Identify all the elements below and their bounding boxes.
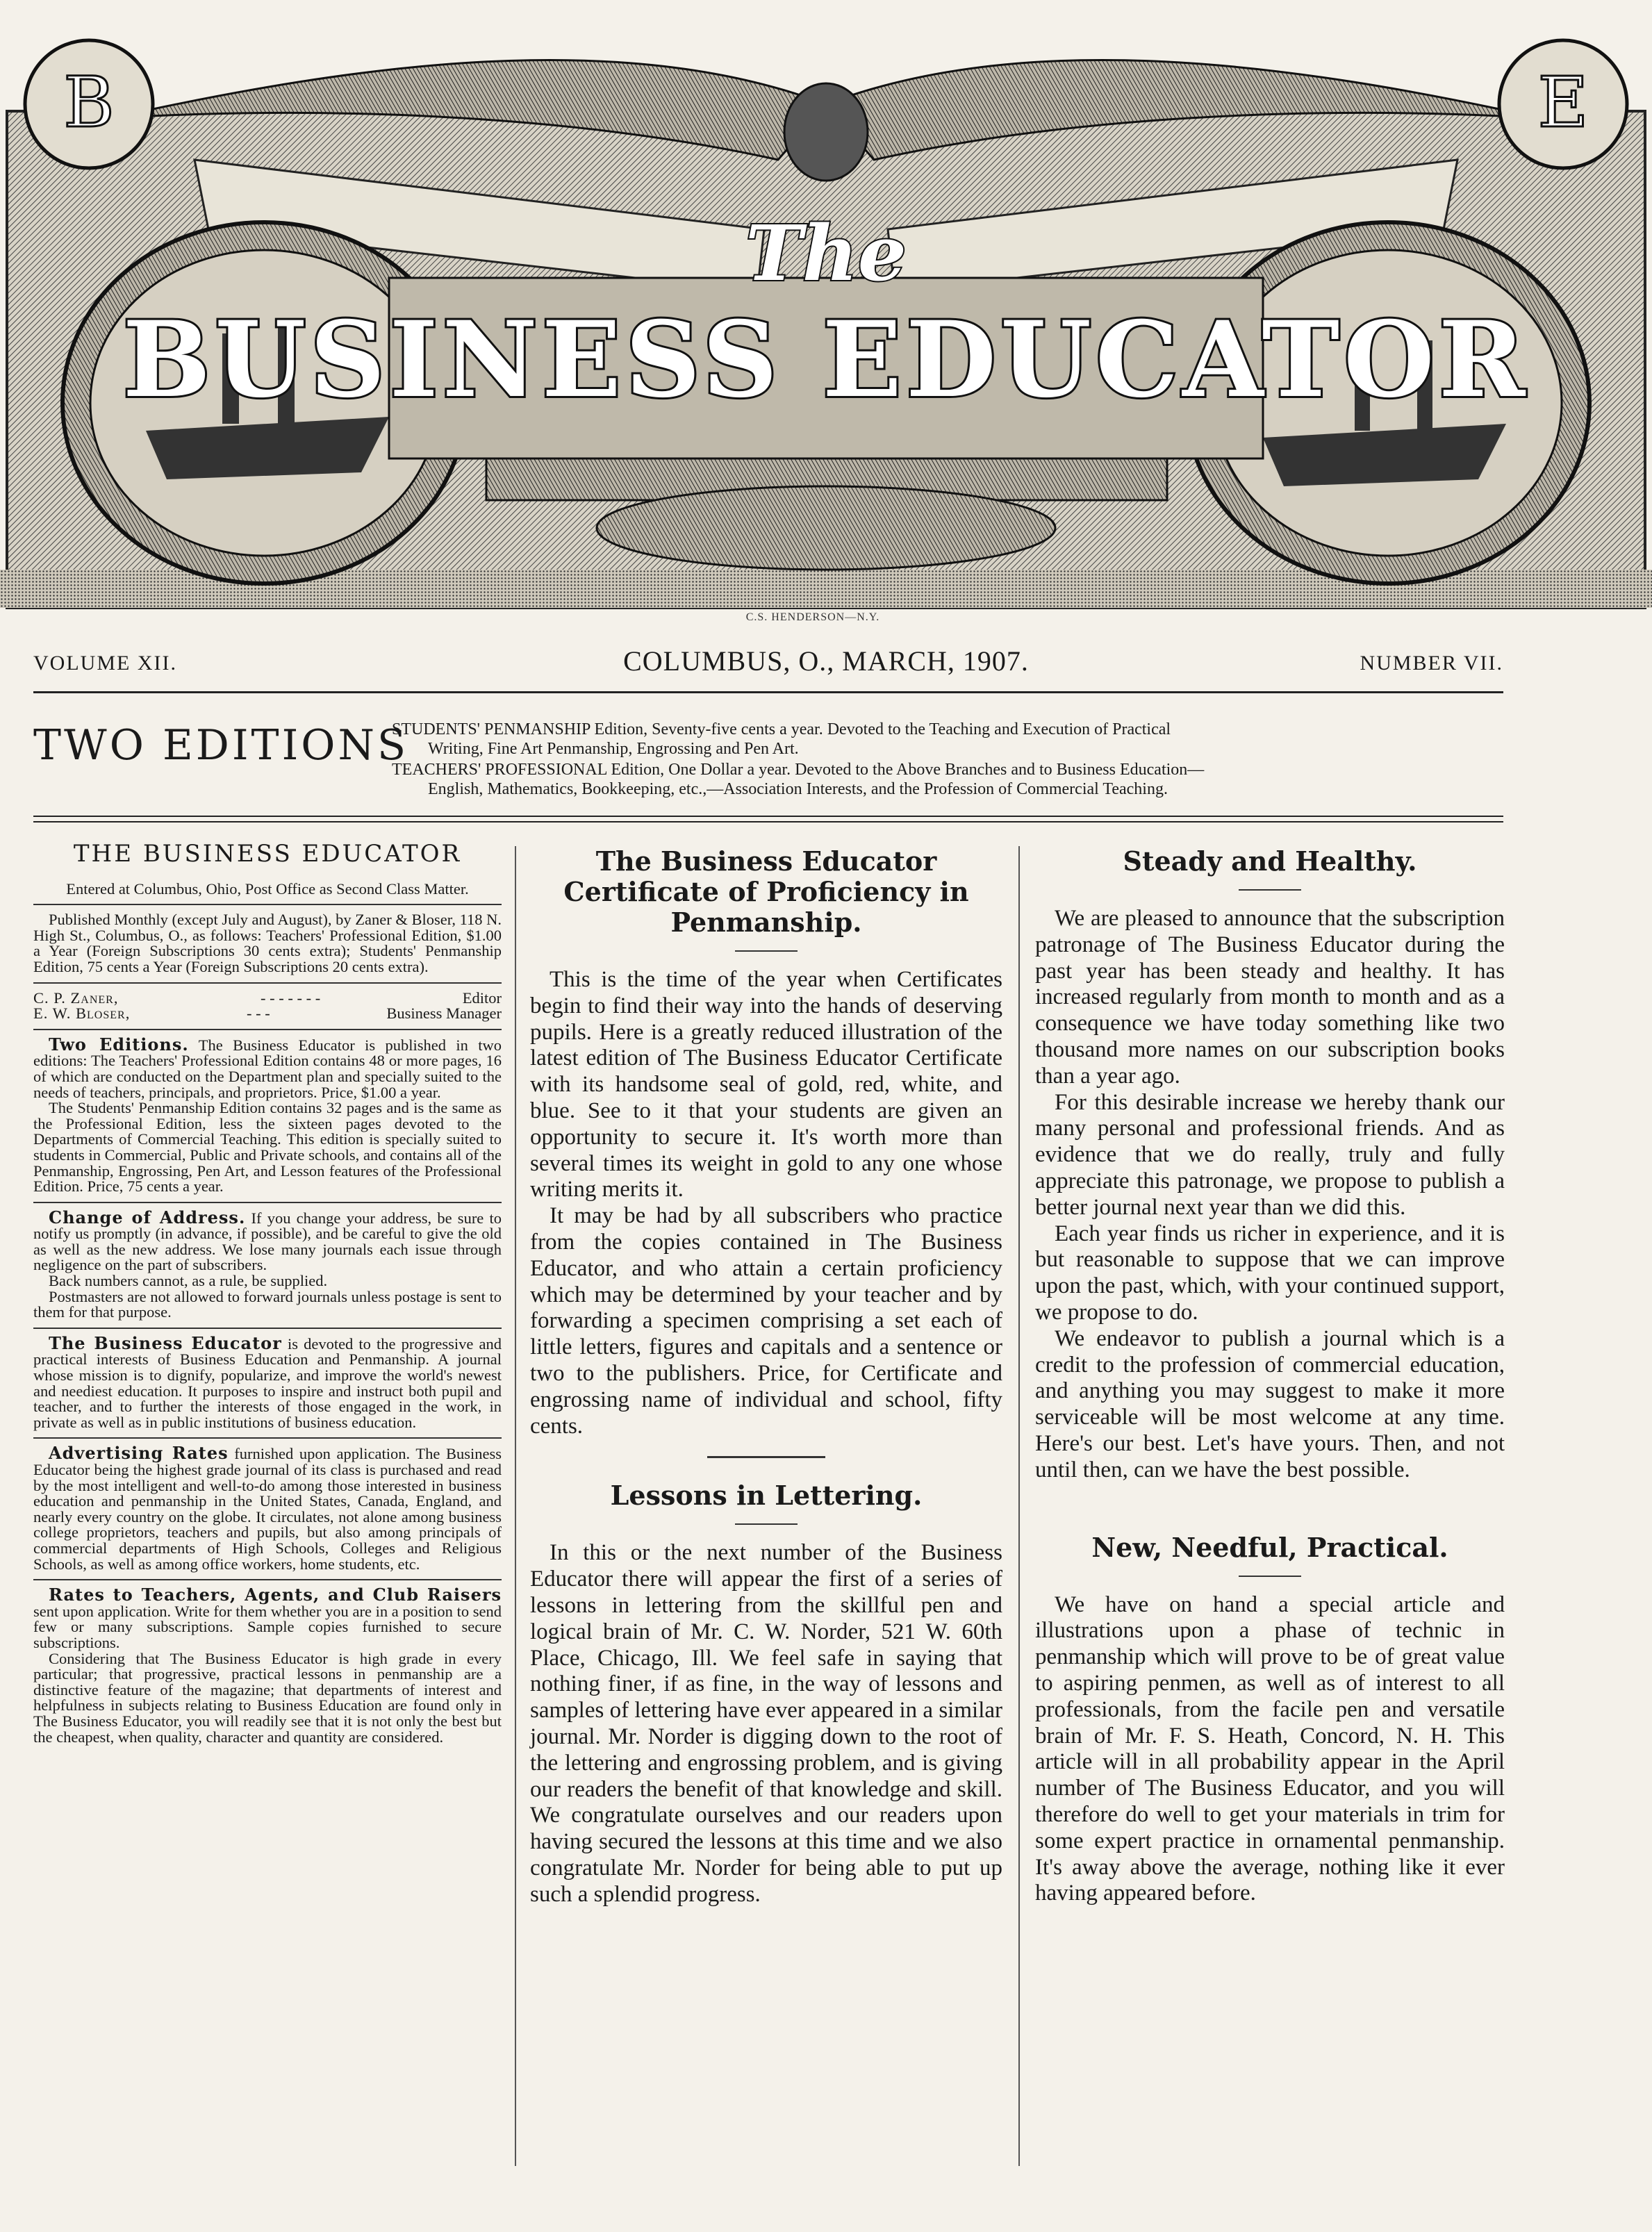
mid-section-rule [707, 1456, 825, 1458]
devoted-text: is devoted to the progressive and practical interests of Business Education and Penmanship. A journal whose mission is to dignify, popularize, and improve the world's newest and neediest education. It purposes to inspire and instruct both pupil and teacher, and to further the interests of those engaged in the work, in private as well as in public institutions of business education. [33, 1334, 502, 1431]
steady-paragraph-1: We are pleased to announce that the subscription patronage of The Business Educator during the past year has been steady and healthy. It has increased regularly from month to month and as a consequence we have today something like two thousand more names on our subscription books than a year ago. [1035, 906, 1505, 1089]
address-section [33, 1202, 502, 1321]
edition-teachers [392, 760, 1503, 799]
manager-role: Business Manager [386, 1005, 502, 1023]
masthead-title: BUSINESS EDUCATOR [122, 299, 1530, 421]
left-heading: THE BUSINESS EDUCATOR [73, 840, 462, 868]
editor-role: Editor [462, 989, 502, 1007]
two-editions-section [33, 1029, 502, 1195]
engraver-credit: C.S. HENDERSON—N.Y. [745, 611, 880, 623]
rates-section [33, 1579, 502, 1745]
column-rule-2 [1018, 846, 1020, 2166]
two-editions-lead: Two Editions. [49, 1034, 189, 1055]
issue-number: NUMBER VII. [1360, 652, 1503, 675]
column-right [1035, 846, 1505, 1907]
edition-students-line1: STUDENTS' PENMANSHIP Edition, Seventy-five cents a year. Devoted to the Teaching and Execution of Practical [392, 720, 1171, 738]
devoted-lead: The Business Educator [49, 1332, 282, 1353]
advertising-section [33, 1437, 502, 1572]
address-lead: Change of Address. [49, 1207, 246, 1227]
lessons-rule [735, 1523, 798, 1525]
published-text: Published Monthly (except July and August), by Zaner & Bloser, 118 N. High St., Columbus, O., as follows: Teachers' Professional Edition, $1.00 a Year (Foreign Subscriptions 30 cents extra); Students' Penmanship Edition, 75 cents a Year (Foreign Subscriptions 20 cents extra). [33, 911, 502, 975]
steady-paragraph-3: Each year finds us richer in experience, and it is but reasonable to suppose that we can improve upon the past, which, with your continued support, we propose to do. [1035, 1221, 1505, 1325]
edition-students-line2: Writing, Fine Art Penmanship, Engrossing and Pen Art. [428, 740, 799, 758]
lessons-heading: Lessons in Lettering. [610, 1480, 923, 1512]
two-editions-text2: The Students' Penmanship Edition contains 32 pages and is the same as the Professional Edition, less the sixteen pages devoted to the Departments of Commercial Teaching. This edition is specially suited to students in Commercial, Public and Private schools, and contains all of the Penmanship, Engrossing, Pen Art, and Lesson features of the Professional Edition. Price, 75 cents a year. [33, 1099, 502, 1196]
cert-paragraph-2: It may be had by all subscribers who practice from the copies contained in The Business Educator, and who attain a certain proficiency which may be determined by your teacher and by forwarding a specimen comprising a set each of little letters, figures and capitals and a sentence or two to the publishers. Price, for Certificate and engrossing name of individual and school, fifty cents. [530, 1203, 1002, 1439]
column-rule-1 [515, 846, 516, 2166]
edition-teachers-line1: TEACHERS' PROFESSIONAL Edition, One Dollar a year. Devoted to the Above Branches and to Business Education— [392, 761, 1205, 779]
masthead-the: The [745, 208, 907, 298]
lessons-paragraph-1: In this or the next number of the Business Educator there will appear the first of a series of lessons in lettering from the skillful pen and logical brain of Mr. C. W. Norder, 521 W. 60th Place, Chicago, Ill. We feel safe in saying that nothing finer, if as fine, in the way of lessons and samples of lettering have ever appeared in a similar journal. Mr. Norder is digging down to the root of the lettering and engrossing problem, and is giving our readers the benefit of that knowledge and skill. We congratulate ourselves and our readers upon having secured the lessons at this time and we also congratulate Mr. Norder for being able to put up such a splendid progress. [530, 1540, 1002, 1907]
new-rule [1239, 1576, 1301, 1577]
column-left [33, 840, 502, 1746]
rates-text: sent upon application. Write for them whether you are in a position to send few or many subscriptions. Sample copies furnished to secure subscriptions. [33, 1602, 502, 1651]
address-text: If you change your address, be sure to notify us promptly (in advance, if possible), and be careful to give the old as well as the new address. We lose many journals each issue through negligence on the part of subscribers. [33, 1209, 502, 1274]
edition-students [392, 720, 1503, 759]
cert-paragraph-1: This is the time of the year when Certificates begin to find their way into the hands of deserving pupils. Here is a greatly reduced illustration of the latest edition of The Business Educator Certificate with its handsome seal of gold, red, white, and blue. See to it that your students are given an opportunity to secure it. It's worth more than several times its weight in gold to any one whose writing merits it. [530, 967, 1002, 1202]
manager-line [33, 1006, 502, 1022]
rates-text2: Considering that The Business Educator is high grade in every particular; that progressive, practical lessons in penmanship are a distinctive feature of the magazine; that departments of interest and helpfulness in subjects relating to Business Education are found only in The Business Educator, you will readily see that it is not only the best but the cheapest, when quality, character and quantity are considered. [33, 1649, 502, 1746]
right-spacer [1035, 1484, 1505, 1532]
steady-rule [1239, 889, 1301, 891]
place-date: COLUMBUS, O., MARCH, 1907. [623, 645, 1029, 677]
cert-rule [735, 950, 798, 952]
steady-paragraph-2: For this desirable increase we hereby thank our many personal and professional friends. And as evidence that we do really, truly and fully appreciate this patronage, we propose to publish a better journal next year than we did this. [1035, 1089, 1505, 1220]
editor-dashes: - - - - - - - [261, 989, 321, 1007]
new-paragraph-1: We have on hand a special article and illustrations upon a phase of technic in penmanship which will prove to be of great value to aspiring penmen, as well as of interest to all professionals, from the facile pen and versatile brain of Mr. F. S. Heath, Concord, N. H. This article will in all probability appear in the April number of The Business Educator, and you will therefore do well to get your materials in trim for some expert practice in ornamental penmanship. It's away above the average, nothing like it ever having appeared before. [1035, 1592, 1505, 1906]
new-heading: New, Needful, Practical. [1091, 1531, 1448, 1563]
editor-name: C. P. Zaner, [33, 989, 119, 1007]
cert-heading: The Business Educator Certificate of Proficiency in Penmanship. [563, 845, 969, 938]
address-text3: Postmasters are not allowed to forward journals unless postage is sent to them for that purpose. [33, 1287, 502, 1321]
edition-teachers-line2: English, Mathematics, Bookkeeping, etc.,—Association Interests, and the Profession of Commercial Teaching. [428, 780, 1168, 798]
staff-section [33, 982, 502, 1022]
editions-rule-bottom-1 [33, 816, 1503, 817]
entered-notice: Entered at Columbus, Ohio, Post Office as Second Class Matter. [66, 879, 469, 898]
advertising-lead: Advertising Rates [49, 1443, 229, 1464]
address-text2: Back numbers cannot, as a rule, be supplied. [49, 1272, 328, 1290]
monogram-right: E [1537, 62, 1589, 143]
two-editions-text: The Business Educator is published in two editions: The Teachers' Professional Edition contains 48 or more pages, 16 of which are conducted on the Department plan and specially suited to the needs of teachers, principals, and proprietors. Price, $1.00 a year. [33, 1036, 502, 1101]
masthead [0, 0, 1652, 625]
manager-dashes: - - - [246, 1005, 270, 1023]
editions-rule-bottom-2 [33, 821, 1503, 822]
column-middle [530, 846, 1002, 1908]
volume-number: VOLUME XII. [33, 652, 177, 675]
steady-paragraph-4: We endeavor to publish a journal which is a credit to the profession of commercial education, and anything you may suggest to make it more serviceable will be most welcome at any time. Here's our best. Let's have yours. Then, and not until then, can we have the best possible. [1035, 1325, 1505, 1482]
editions-rule-top [33, 691, 1503, 693]
manager-name: E. W. Bloser, [33, 1005, 131, 1023]
rates-lead: Rates to Teachers, Agents, and Club Raisers [49, 1585, 502, 1605]
monogram-left: B [63, 62, 115, 143]
devoted-section [33, 1328, 502, 1431]
editor-line [33, 991, 502, 1007]
advertising-text: furnished upon application. The Business Educator being the highest grade journal of its class is purchased and read by the most intelligent and well-to-do among those interested in business education and penmanship in the United States, Canada, England, and nearly every country on the globe. It circulates, not alone among business college proprietors, teachers and pupils, but also among principals of commercial departments of High Schools, Colleges and Religious Schools, as well as among office workers, home students, etc. [33, 1445, 502, 1573]
published-section [33, 904, 502, 975]
editions-title: TWO EDITIONS [33, 721, 409, 770]
steady-heading: Steady and Healthy. [1123, 845, 1417, 877]
